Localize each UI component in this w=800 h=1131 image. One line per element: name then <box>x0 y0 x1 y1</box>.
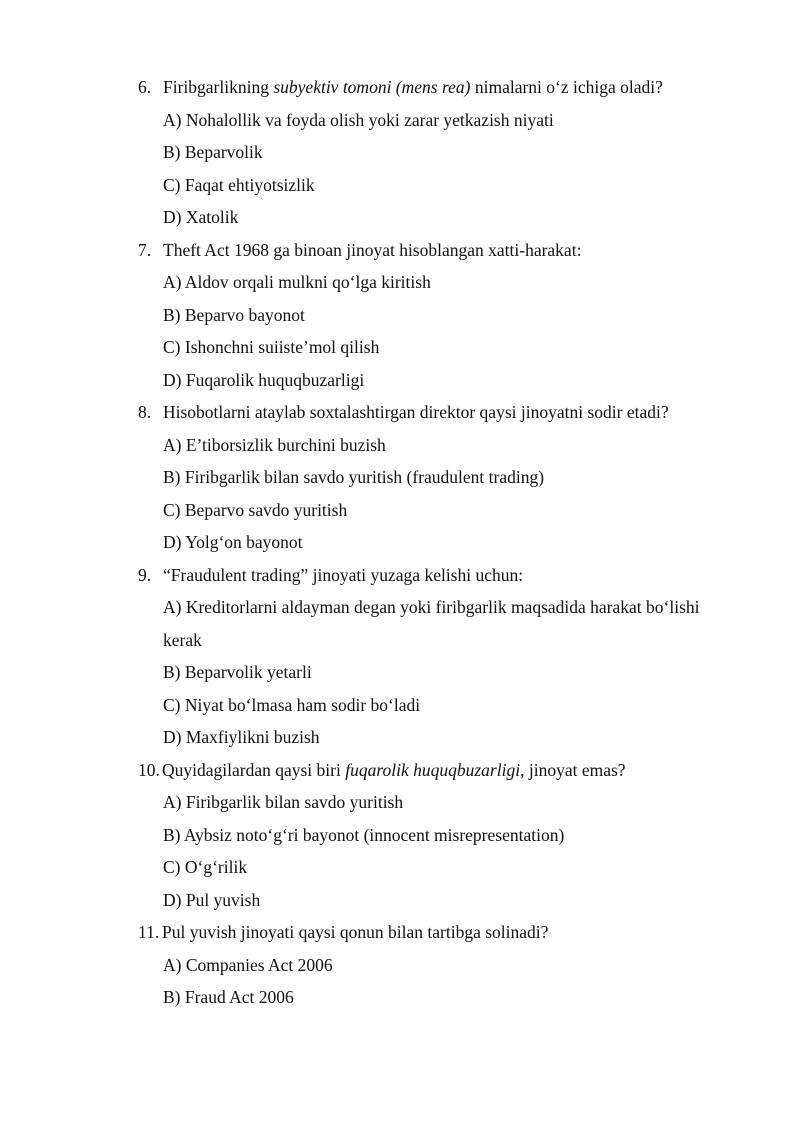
option-d: D) Yolg‘on bayonot <box>163 532 303 552</box>
option-d: D) Pul yuvish <box>163 889 261 910</box>
option-b: B) Beparvolik yetarli <box>163 662 312 682</box>
option-d: D) Maxfiylikni buzish <box>163 727 320 747</box>
question-7 <box>0 234 800 267</box>
option-c: C) Niyat bo‘lmasa ham sodir bo‘ladi <box>163 694 421 715</box>
question-6 <box>0 71 800 104</box>
question-9 <box>0 559 800 592</box>
question-11 <box>0 916 800 949</box>
question-text: “Fraudulent trading” jinoyati yuzaga kelishi uchun: <box>163 564 524 585</box>
option-c: C) Ishonchni suiiste’mol qilish <box>163 337 380 357</box>
question-text: Hisobotlarni ataylab soxtalashtirgan direktor qaysi jinoyatni sodir etadi? <box>163 402 669 422</box>
option-a: A) Nohalollik va foyda olish yoki zarar yetkazish niyati <box>163 109 554 130</box>
option-b: B) Fraud Act 2006 <box>163 987 294 1007</box>
option-a: A) Firibgarlik bilan savdo yuritish <box>163 792 404 812</box>
option-a-continued: kerak <box>163 629 202 650</box>
option-b: B) Beparvolik <box>163 142 263 162</box>
question-10 <box>0 754 800 787</box>
question-number: 7. <box>138 239 152 260</box>
option-b: B) Aybsiz noto‘g‘ri bayonot (innocent misrepresentation) <box>163 824 565 845</box>
question-number: 9. <box>138 564 152 585</box>
option-a: A) Aldov orqali mulkni qo‘lga kiritish <box>163 272 431 292</box>
question-number: 8. <box>138 402 152 422</box>
question-number: 6. <box>138 77 152 97</box>
option-b: B) Firibgarlik bilan savdo yuritish (fraudulent trading) <box>163 467 545 487</box>
option-c: C) O‘g‘rilik <box>163 857 248 877</box>
question-text: Pul yuvish jinoyati qaysi qonun bilan tartibga solinadi? <box>162 922 549 942</box>
option-c: C) Faqat ehtiyotsizlik <box>163 174 315 195</box>
option-a: A) Companies Act 2006 <box>163 954 333 975</box>
option-d: D) Fuqarolik huquqbuzarligi <box>163 369 365 390</box>
question-8 <box>0 396 800 429</box>
option-b: B) Beparvo bayonot <box>163 304 305 325</box>
option-c: C) Beparvo savdo yuritish <box>163 499 348 520</box>
question-text: Quyidagilardan qaysi biri fuqarolik huquqbuzarligi, jinoyat emas? <box>162 759 626 780</box>
option-d: D) Xatolik <box>163 207 239 227</box>
question-list <box>0 71 800 1014</box>
question-number: 10. <box>138 759 160 780</box>
question-text: Theft Act 1968 ga binoan jinoyat hisoblangan xatti-harakat: <box>163 239 582 260</box>
question-number: 11. <box>138 922 160 942</box>
option-a: A) Kreditorlarni aldayman degan yoki firibgarlik maqsadida harakat bo‘lishi <box>163 597 700 617</box>
question-text: Firibgarlikning subyektiv tomoni (mens rea) nimalarni o‘z ichiga oladi? <box>163 77 663 97</box>
option-a: A) E’tiborsizlik burchini buzish <box>163 434 386 455</box>
